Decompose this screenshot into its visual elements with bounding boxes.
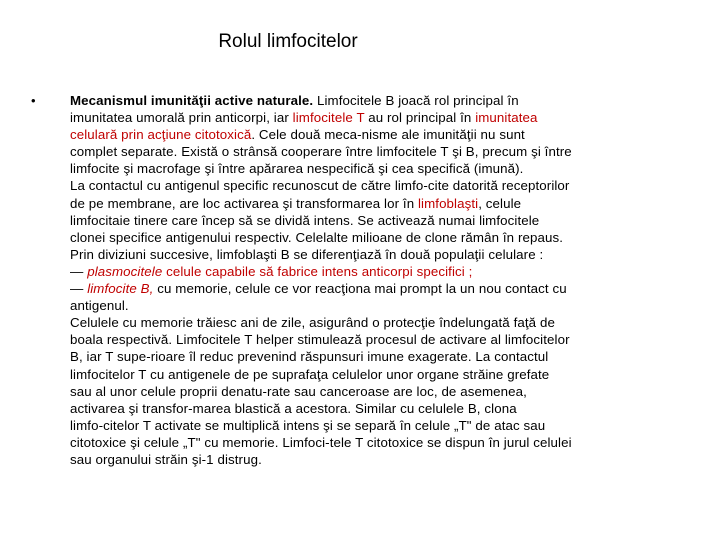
line-21: citotoxice şi celule „T" cu memorie. Limfoci-tele T citotoxice se dispun în jurul celulei [70,434,572,450]
line-5: limfocite şi macrofage şi între apărarea nespecifică şi cea specifică (imună). [70,161,524,177]
line-text: Limfocitele B joacă rol principal în [313,93,519,108]
highlight-limfocitele-t: limfocitele T [292,110,365,126]
line-12 [70,280,692,297]
line-10: Prin diviziuni succesive, limfoblaşti B se diferenţiază în două populaţii celulare : [70,246,544,262]
line-18: sau al unor celule proprii denatu-rate sau canceroase are loc, de asemenea, [70,383,527,399]
line-9: clonei specifice antigenului respectiv. Celelalte milioane de clone rămân în repaus. [70,229,564,245]
line-7 [70,195,692,212]
line-3 [70,126,692,143]
line-text: au rol principal în [364,110,476,126]
highlight-limfocite-b: limfocite B, [87,281,154,297]
line-11 [70,263,692,280]
line-text: . Cele două meca-nisme ale imunităţii nu sunt [251,127,525,143]
line-1 [70,92,692,109]
heading-bold-text: Mecanismul imunităţii active naturale. [70,93,314,108]
highlight-celulara-citotoxica: celulară prin acţiune citotoxică [70,127,252,143]
line-2 [70,109,692,126]
line-15: boala respectivă. Limfocitele T helper stimulează procesul de activare al limfocitelor [70,332,570,348]
line-13: antigenul. [70,298,129,314]
line-text: , celule [478,195,522,211]
dash-text: — [70,263,88,279]
line-14: Celulele cu memorie trăiesc ani de zile, asigurând o protecţie îndelungată faţă de [70,315,555,331]
line-8: limfocitaie tinere care încep să se dividă intens. Se activează numai limfocitele [70,212,540,228]
bullet-paragraph [70,92,692,468]
line-6: La contactul cu antigenul specific recunoscut de către limfo-cite datorită receptorilor [70,178,570,194]
line-text: de pe membrane, are loc activarea şi transformarea lor în [70,195,418,211]
highlight-limfoblasti: limfoblaşti [417,195,479,211]
bullet-point-icon: • [31,93,36,108]
highlight-plasmocitele: plasmocitele [87,263,163,279]
dash-text: — [70,281,88,297]
line-text: imunitatea umorală prin anticorpi, iar [70,110,293,126]
line-20: limfo-citelor T activate se multiplică intens şi se separă în celule „T" de atac sau [70,417,546,433]
line-text: cu memorie, celule ce vor reacţiona mai prompt la un nou contact cu [153,281,567,297]
line-16: B, iar T supe-rioare îl reduc prevenind răspunsuri imune exagerate. La contactul [70,349,549,365]
line-22: sau organului străin şi-1 distrug. [70,451,262,467]
highlight-plasmocitele-desc: celule capabile să fabrice intens anticorpi specifici ; [162,263,473,279]
highlight-imunitatea: imunitatea [475,110,538,126]
line-4: complet separate. Există o strânsă cooperare între limfocitele T şi B, precum şi între [70,144,572,160]
slide-title: Rolul limfocitelor [218,31,358,52]
line-19: activarea şi transfor-marea blastică a acestora. Similar cu celulele B, clona [70,400,517,416]
line-17: limfocitelor T cu antigenele de pe suprafaţa celulelor unor organe străine grefate [70,366,550,382]
